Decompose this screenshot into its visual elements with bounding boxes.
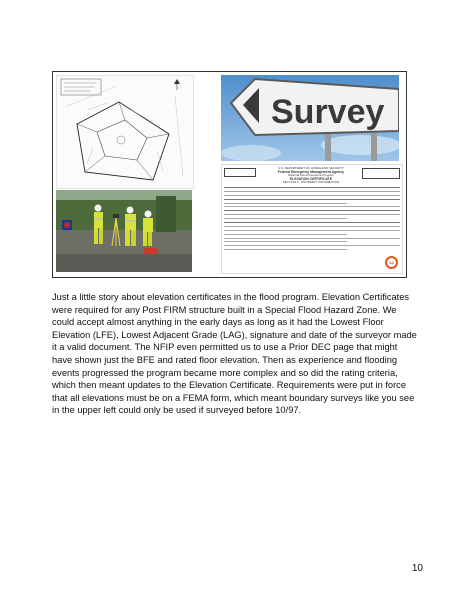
form-agency-line1: U.S. DEPARTMENT OF HOMELAND SECURITY (278, 166, 344, 170)
form-agency-line3: National Flood Insurance Program (288, 173, 334, 178)
survey-sign-photo (221, 75, 399, 161)
page-number: 10 (411, 563, 423, 574)
surveyors-photo (56, 190, 192, 272)
form-agency-line2: Federal Emergency Management Agency (277, 169, 344, 174)
elevation-certificate-form (221, 164, 403, 274)
body-paragraph: Just a little story about elevation certificates in the flood program. Elevation Certificates were required for any Post FIRM structure built in a Special Flood Hazard Zone. We could accept almost anything in the early days as long as it had the Lowest Floor Elevation (LFE), Lowest Adjacent Grade (LAG), signature and date of the surveyor made it a valid document. The NFIP even permitted us to use a Prior DEC page that might have shown just the BFE and rated floor elevation. Then as experience and flooding events progressed the program became more complex and so did the rating criteria, which then meant updates to the Elevation Certificate. Requirements were put in force that all elevations must be on a FEMA form, which meant boundary surveys like you see in the upper left could only be used if surveyed before 10/97. (52, 292, 417, 416)
form-header (264, 167, 358, 185)
form-section-heading: SECTION A - PROPERTY INFORMATION (282, 180, 340, 185)
form-corner-box (224, 168, 256, 177)
boundary-survey-map (56, 75, 194, 189)
slide-image (52, 71, 407, 278)
fema-seal-icon: 10 (385, 256, 398, 269)
sign-text: Survey (271, 93, 385, 131)
form-title: ELEVATION CERTIFICATE (289, 176, 332, 181)
form-omb-box (362, 168, 400, 179)
form-field-lines (224, 187, 400, 253)
